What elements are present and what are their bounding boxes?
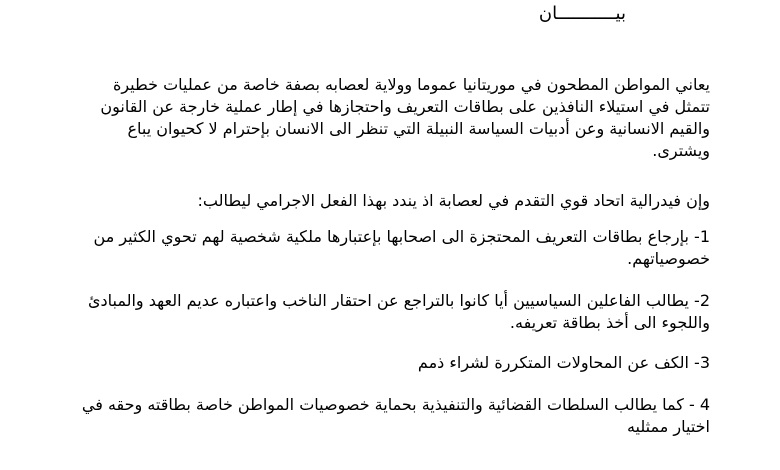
- intro-paragraph: يعاني المواطن المطحون في موريتانيا عموما وولاية لعصابه بصفة خاصة من عمليات خطيرة تتمثل في استيلاء النافذين على بطاقات التعريف واحتجازها في إطار عملية خارجة عن القانون والقيم الانسانية وعن أدبيات السياسة النبيلة التي تنظر الى الانسان بإحترام لا كحيوان يباع ويشترى.: [100, 75, 710, 160]
- demands-lead-paragraph: وإن فيدرالية اتحاد قوي التقدم في لعصابة اذ يندد بهذا الفعل الاجرامي ليطالب:: [197, 191, 710, 210]
- demand-item-4: 4 - كما يطالب السلطات القضائية والتنفيذية بحماية خصوصيات المواطن خاصة بطاقته وحقه في اختيار ممثليه: [81, 395, 710, 436]
- document-title: بيـــــــــــان: [538, 3, 626, 24]
- demand-item-3: 3- الكف عن المحاولات المتكررة لشراء ذمم: [417, 353, 710, 372]
- demand-item-2: 2- يطالب الفاعلين السياسيين أيا كانوا بالتراجع عن احتقار الناخب واعتباره عديم العهد والمبادئ واللجوء الى أخذ بطاقة تعريفه.: [87, 291, 710, 332]
- demand-item-1: 1- بإرجاع بطاقات التعريف المحتجزة الى اصحابها بإعتبارها ملكية شخصية لهم تحوي الكثير من خصوصياتهم.: [93, 227, 710, 268]
